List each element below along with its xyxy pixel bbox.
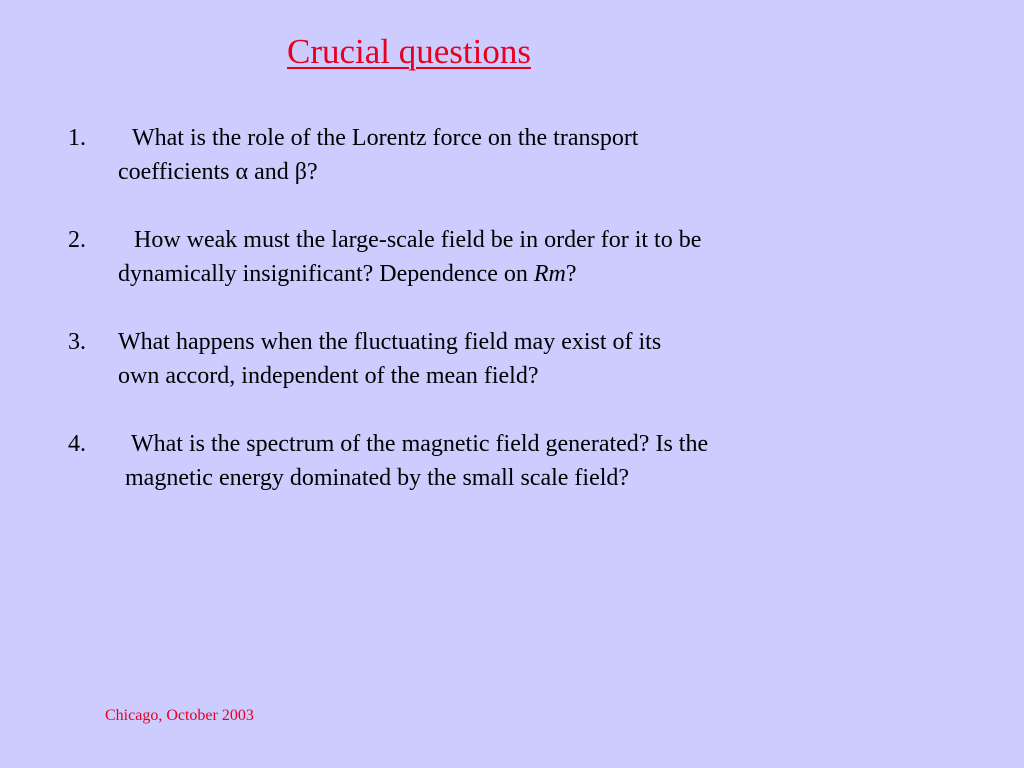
question-number: 3. [68,329,86,355]
question-number: 2. [68,227,86,253]
question-item [68,325,661,393]
question-number: 4. [68,431,86,457]
question-text-line: What is the role of the Lorentz force on the transport [132,125,639,151]
question-text-line: coefficients α and β? [118,159,318,185]
question-text-segment: ? [565,261,577,287]
question-number: 1. [68,125,86,151]
question-text-line: How weak must the large-scale field be in order for it to be [134,227,702,253]
question-text-line: What is the spectrum of the magnetic field generated? Is the [131,431,709,457]
question-text-line: What happens when the fluctuating field may exist of its [118,329,662,355]
question-item [68,427,708,495]
question-text-line: own accord, independent of the mean field? [118,363,539,389]
rm-symbol: Rm [533,261,566,287]
question-text-line: magnetic energy dominated by the small scale field? [125,465,630,491]
question-text-segment: dynamically insignificant? Dependence on [118,261,534,287]
slide-title: Crucial questions [287,32,531,71]
question-text-line [118,257,701,291]
slide-footer: Chicago, October 2003 [105,707,254,724]
question-item [68,223,701,291]
question-item [68,121,638,189]
